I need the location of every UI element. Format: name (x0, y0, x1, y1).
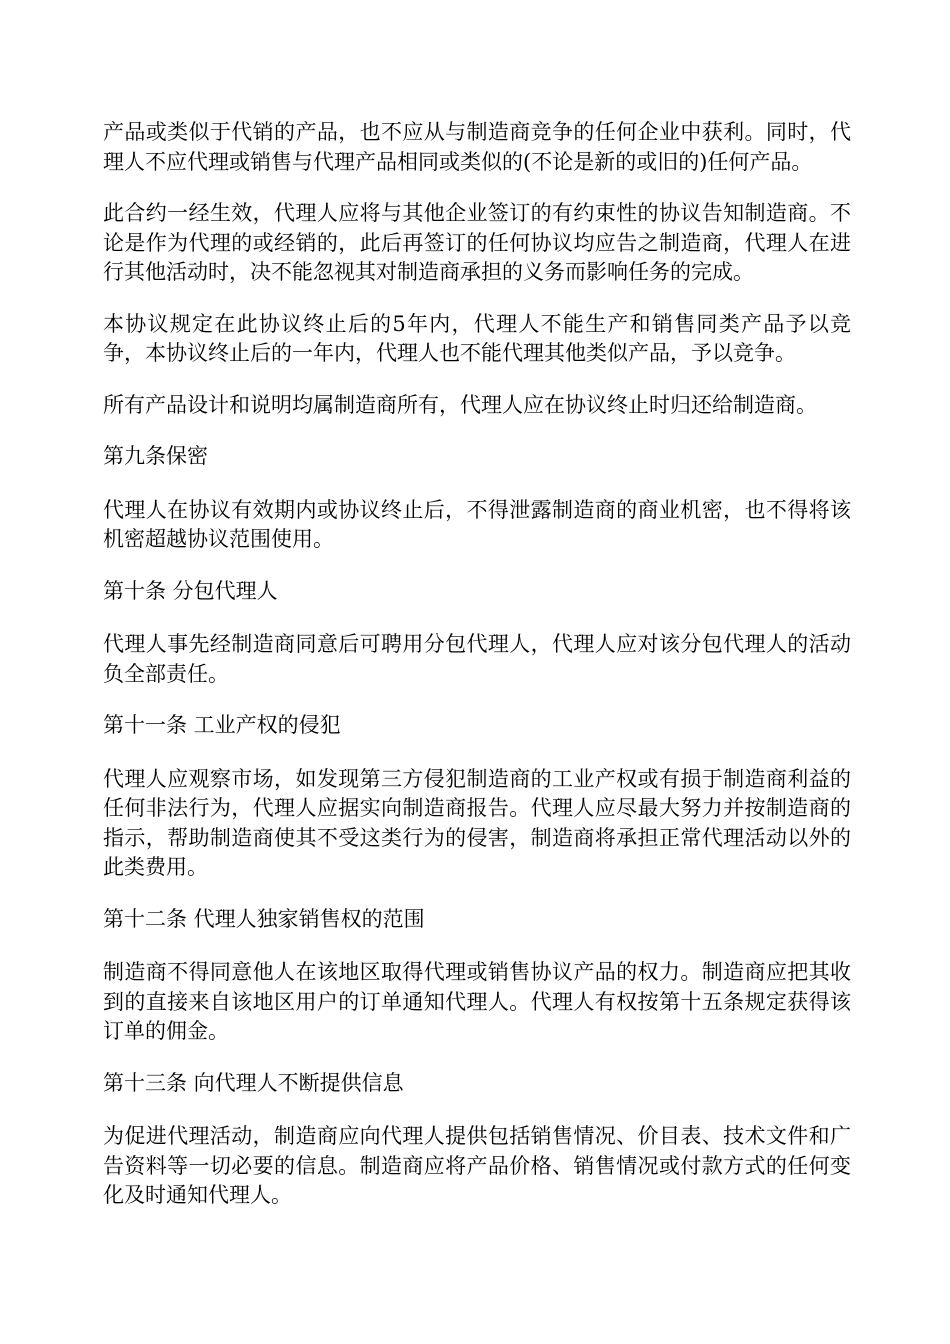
paragraph-non-competition-products: 产品或类似于代销的产品，也不应从与制造商竞争的任何企业中获利。同时，代理人不应代理或销售与代理产品相同或类似的(不论是新的或旧的)任何产品。 (103, 120, 851, 174)
paragraph-post-termination-restriction: 本协议规定在此协议终止后的5年内，代理人不能生产和销售同类产品予以竞争，本协议终止后的一年内，代理人也不能代理其他类似产品，予以竞争。 (103, 311, 851, 365)
heading-article-13: 第十三条 向代理人不断提供信息 (103, 1070, 404, 1095)
heading-article-9: 第九条保密 (103, 444, 208, 468)
document-page (103, 118, 851, 1233)
paragraph-confidentiality: 代理人在协议有效期内或协议终止后，不得泄露制造商的商业机密，也不得将该机密超越协议范围使用。 (103, 497, 851, 551)
paragraph-sub-agents: 代理人事先经制造商同意后可聘用分包代理人，代理人应对该分包代理人的活动负全部责任。 (103, 632, 851, 686)
paragraph-information-supply: 为促进代理活动，制造商应向代理人提供包括销售情况、价目表、技术文件和广告资料等一切必要的信息。制造商应将产品价格、销售情况或付款方式的任何变化及时通知代理人。 (103, 1124, 851, 1207)
paragraph-product-designs: 所有产品设计和说明均属制造商所有，代理人应在协议终止时归还给制造商。 (103, 392, 817, 417)
paragraph-industrial-property: 代理人应观察市场，如发现第三方侵犯制造商的工业产权或有损于制造商利益的任何非法行为，代理人应据实向制造商报告。代理人应尽最大努力并按制造商的指示，帮助制造商使其不受这类行为的侵害，制造商将承担正常代理活动以外的此类费用。 (103, 766, 851, 879)
paragraph-existing-agreements: 此合约一经生效，代理人应将与其他企业签订的有约束性的协议告知制造商。不论是作为代理的或经销的，此后再签订的任何协议均应告之制造商，代理人在进行其他活动时，决不能忽视其对制造商承担的义务而影响任务的完成。 (103, 201, 851, 284)
paragraph-exclusive-rights: 制造商不得同意他人在该地区取得代理或销售协议产品的权力。制造商应把其收到的直接来自该地区用户的订单通知代理人。代理人有权按第十五条规定获得该订单的佣金。 (103, 960, 851, 1043)
heading-article-12: 第十二条 代理人独家销售权的范围 (103, 906, 425, 931)
heading-article-10: 第十条 分包代理人 (103, 578, 278, 603)
heading-article-11: 第十一条 工业产权的侵犯 (103, 713, 341, 737)
